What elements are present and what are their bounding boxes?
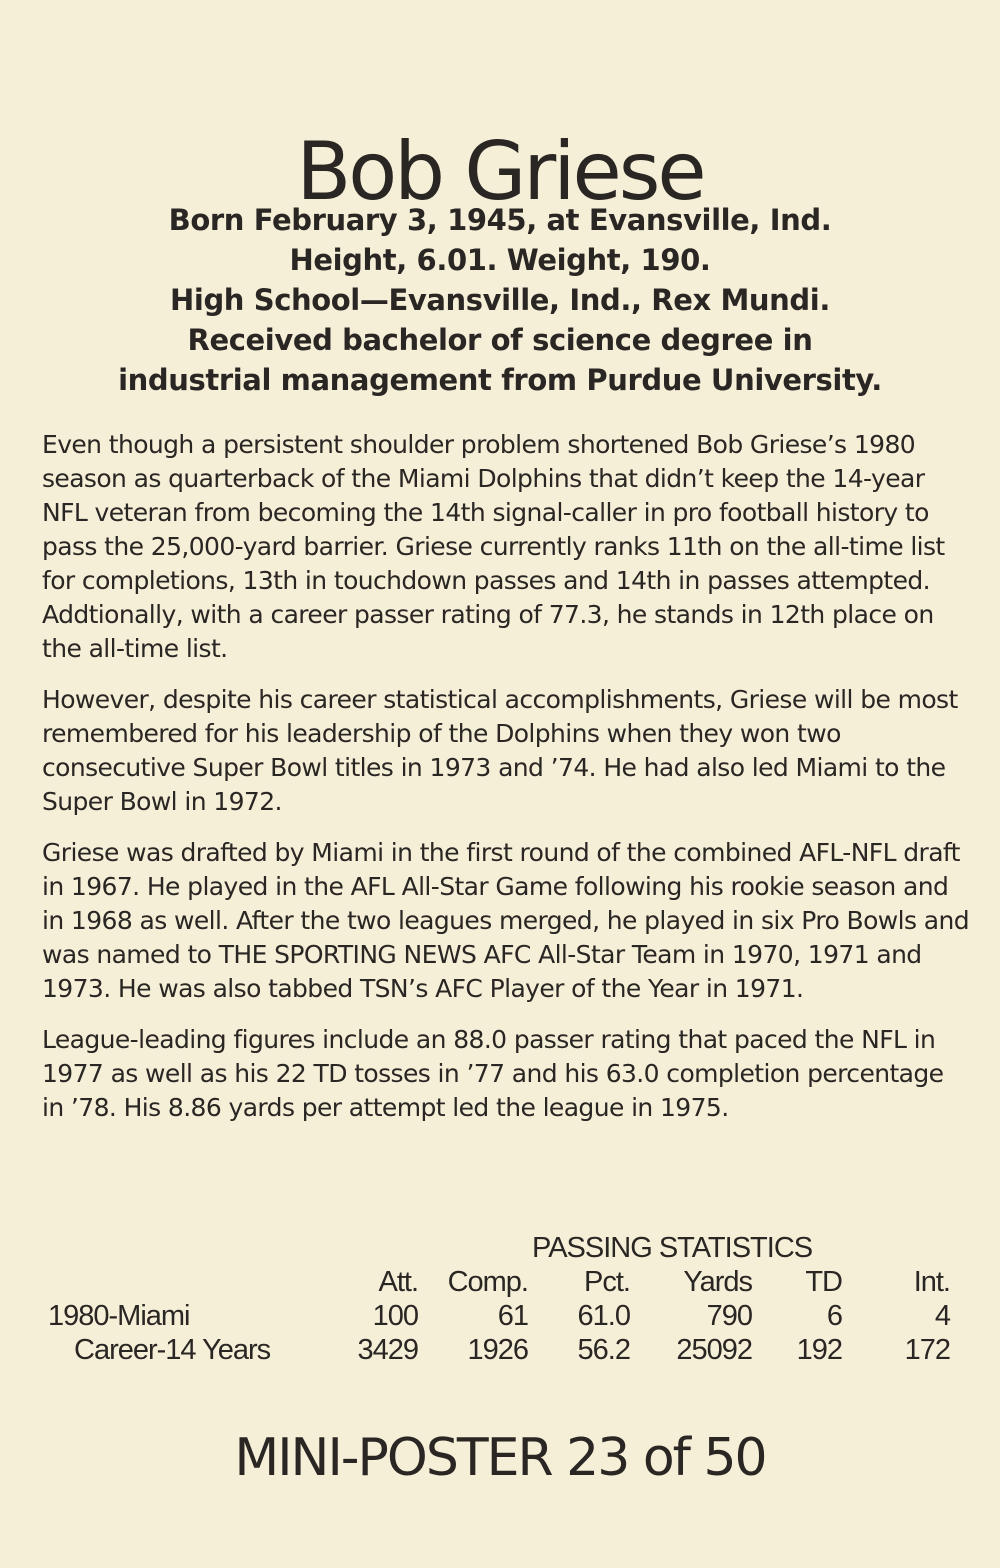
row-label: 1980-Miami (48, 1300, 190, 1332)
header-att: Att. (378, 1266, 418, 1298)
table-row (48, 1300, 968, 1336)
cell-yards: 25092 (676, 1334, 752, 1366)
bio-line-birth: Born February 3, 1945, at Evansville, Ind. (168, 203, 832, 237)
cell-int: 172 (904, 1334, 950, 1366)
paragraph-draft-honors: Griese was drafted by Miami in the first round of the combined AFL-NFL draft in 1967. He played in the AFL All-Star Game following his rookie season and in 1968 as well. After the two leagues merged, he played in six Pro Bowls and was named to THE SPORTING NEWS AFC All-Star Team in 1970, 1971 and 1973. He was also tabbed TSN’s AFC Player of the Year in 1971. (42, 838, 969, 1003)
player-name-title: Bob Griese (296, 124, 704, 218)
cell-td: 192 (796, 1334, 842, 1366)
bio-line-height-weight: Height, 6.01. Weight, 190. (289, 243, 711, 277)
cell-td: 6 (826, 1300, 842, 1332)
paragraph-league-leading: League-leading figures include an 88.0 passer rating that paced the NFL in 1977 as well as his 22 TD tosses in ’77 and his 63.0 completion percentage in ’78. His 8.86 yards per attempt led the league in 1975. (42, 1025, 944, 1122)
header-pct: Pct. (584, 1266, 630, 1298)
header-comp: Comp. (447, 1266, 528, 1298)
header-int: Int. (913, 1266, 950, 1298)
stats-header-row (48, 1266, 968, 1302)
cell-pct: 56.2 (577, 1334, 630, 1366)
mini-poster-number: MINI-POSTER 23 of 50 (234, 1428, 766, 1488)
stats-table-title: PASSING STATISTICS (532, 1232, 813, 1264)
cell-comp: 1926 (467, 1334, 528, 1366)
bio-line-high-school: High School—Evansville, Ind., Rex Mundi. (170, 283, 830, 317)
header-yards: Yards (683, 1266, 752, 1298)
bio-block (40, 200, 960, 400)
cell-att: 100 (372, 1300, 418, 1332)
cell-att: 3429 (357, 1334, 418, 1366)
bio-line-university: industrial management from Purdue University. (118, 363, 882, 397)
cell-yards: 790 (706, 1300, 752, 1332)
cell-pct: 61.0 (577, 1300, 630, 1332)
header-td: TD (805, 1266, 842, 1298)
biography-text (42, 428, 972, 1142)
table-row (48, 1334, 968, 1370)
cell-comp: 61 (497, 1300, 528, 1332)
bio-line-degree: Received bachelor of science degree in (187, 323, 813, 357)
paragraph-super-bowl: However, despite his career statistical accomplishments, Griese will be most remembered for his leadership of the Dolphins when they won two consecutive Super Bowl titles in 1973 and ’74. He had also led Miami to the Super Bowl in 1972. (42, 685, 958, 816)
row-label: Career-14 Years (74, 1334, 271, 1366)
cell-int: 4 (934, 1300, 950, 1332)
paragraph-career-summary: Even though a persistent shoulder problem shortened Bob Griese’s 1980 season as quarterback of the Miami Dolphins that didn’t keep the 14-year NFL veteran from becoming the 14th signal-caller in pro football history to pass the 25,000-yard barrier. Griese currently ranks 11th on the all-time list for completions, 13th in touchdown passes and 14th in passes attempted. Addtionally, with a career passer rating of 77.3, he stands in 12th place on the all-time list. (42, 430, 945, 663)
